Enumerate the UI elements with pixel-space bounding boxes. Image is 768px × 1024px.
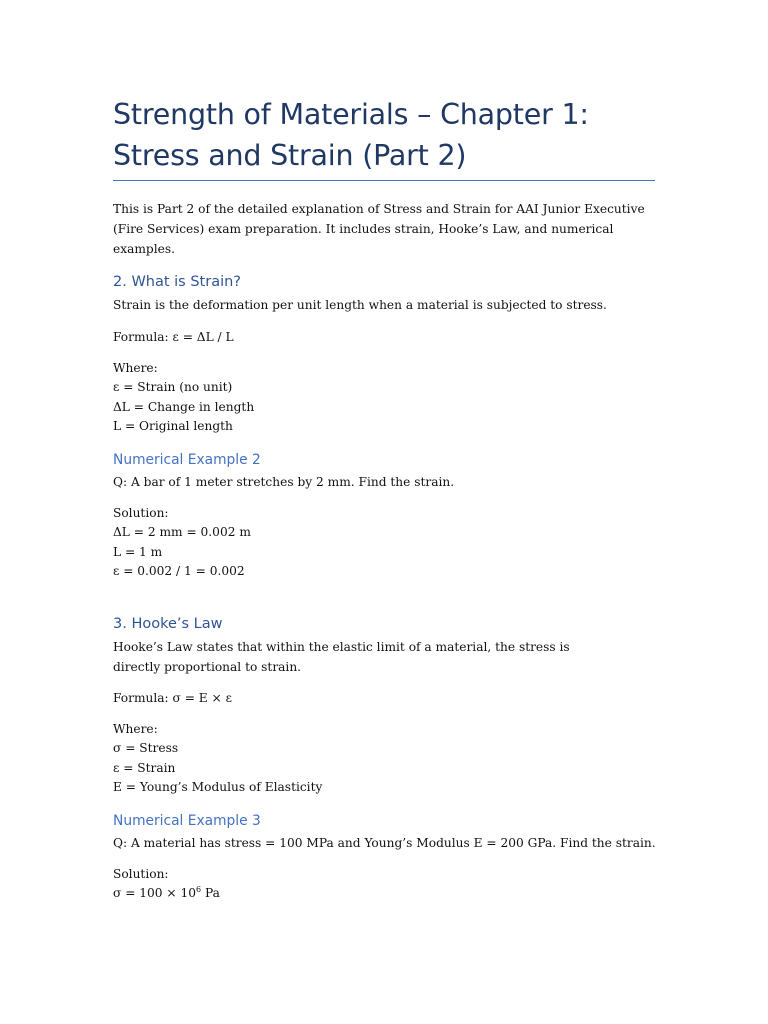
hookes-law-where-label: Where: bbox=[113, 722, 158, 736]
document-title: Strength of Materials – Chapter 1: Stress and Strain (Part 2) bbox=[113, 98, 589, 172]
hookes-law-where-block bbox=[113, 720, 658, 798]
section-heading-strain: 2. What is Strain? bbox=[113, 274, 241, 290]
stress-value-exponent: 6 bbox=[196, 885, 202, 895]
strain-where-item: ΔL = Change in length bbox=[113, 399, 255, 414]
strain-where-block bbox=[113, 359, 658, 437]
strain-where-label: Where: bbox=[113, 361, 158, 375]
stress-value-base: σ = 100 × 10 bbox=[113, 886, 197, 901]
example-2-solution-line: ε = 0.002 / 1 = 0.002 bbox=[113, 564, 245, 579]
strain-definition: Strain is the deformation per unit length when a material is subjected to stress. bbox=[113, 298, 607, 312]
hookes-law-where-item: ε = Strain bbox=[113, 760, 176, 775]
strain-formula: Formula: ε = ΔL / L bbox=[113, 330, 234, 344]
hookes-law-definition: Hooke’s Law states that within the elastic limit of a material, the stress is directly proportional to strain. bbox=[113, 640, 570, 674]
hookes-law-where-item: σ = Stress bbox=[113, 741, 179, 756]
example-3-solution-line bbox=[113, 884, 658, 903]
intro-paragraph: This is Part 2 of the detailed explanation of Stress and Strain for AAI Junior Executive (Fire Services) exam preparation. It includes strain, Hooke’s Law, and numerical examples. bbox=[113, 202, 645, 256]
strain-where-item: ε = Strain (no unit) bbox=[113, 380, 233, 395]
example-2-solution-label: Solution: bbox=[113, 506, 169, 520]
title-underline-rule bbox=[113, 180, 655, 181]
example-2-solution-line: L = 1 m bbox=[113, 544, 163, 559]
example-3-heading: Numerical Example 3 bbox=[113, 813, 261, 829]
example-2-solution-block bbox=[113, 504, 658, 582]
example-3-solution-block bbox=[113, 865, 658, 904]
example-2-question: Q: A bar of 1 meter stretches by 2 mm. Find the strain. bbox=[113, 475, 455, 489]
hookes-law-formula: Formula: σ = E × ε bbox=[113, 691, 232, 705]
hookes-law-where-item: E = Young’s Modulus of Elasticity bbox=[113, 780, 323, 795]
example-3-question: Q: A material has stress = 100 MPa and Young’s Modulus E = 200 GPa. Find the strain. bbox=[113, 836, 656, 850]
example-3-solution-label: Solution: bbox=[113, 867, 169, 881]
example-2-solution-line: ΔL = 2 mm = 0.002 m bbox=[113, 525, 251, 540]
section-heading-hookes-law: 3. Hooke’s Law bbox=[113, 616, 223, 632]
example-2-heading: Numerical Example 2 bbox=[113, 452, 261, 468]
stress-value-unit: Pa bbox=[201, 886, 220, 901]
strain-where-item: L = Original length bbox=[113, 419, 233, 434]
